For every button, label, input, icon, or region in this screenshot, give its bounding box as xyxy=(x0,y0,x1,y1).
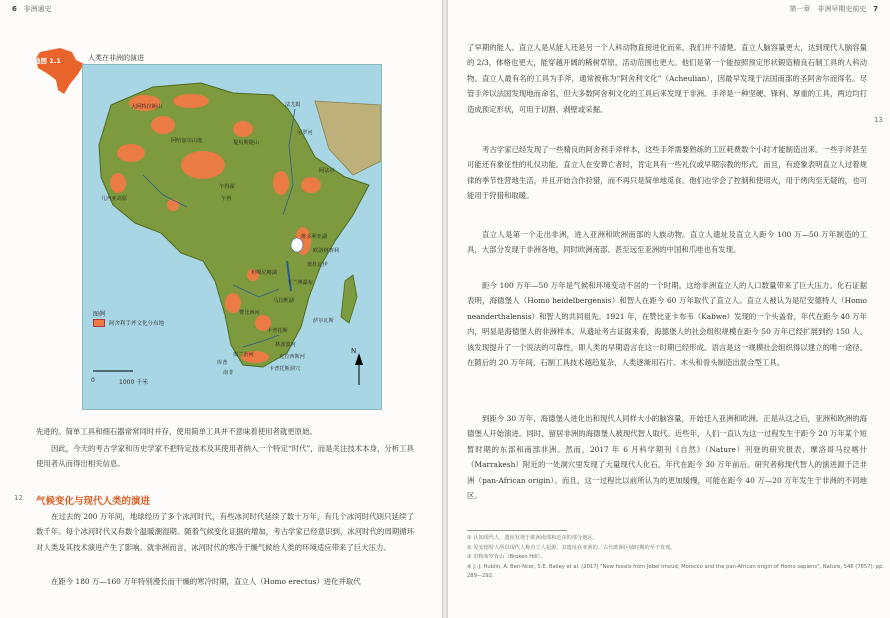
map-label: 萨尔瓦斯 xyxy=(313,318,334,324)
legend-title: 图例 xyxy=(93,311,106,318)
paragraph: 先进的。简单工具和细石器常常同时并存，使用简单工具并不意味着使用者就更原始。 xyxy=(36,427,317,436)
map-label: 提贝斯提山 xyxy=(233,140,259,146)
map-label: 赞比西河 xyxy=(239,310,260,316)
lake-victoria xyxy=(291,238,303,252)
legend-label: 阿舍利手斧文化分布地 xyxy=(109,321,165,327)
footnote-rule xyxy=(467,530,567,531)
map-label: 林波波河 xyxy=(275,342,296,348)
paragraph: 因此，今天的考古学家和历史学家不把特定技术及其使用者纳入一个特定“时代”，而是关注技术本身，分析工具使用者从而得出相关信息。 xyxy=(36,444,414,469)
map-label: 维多利亚湖 xyxy=(301,234,327,240)
figure-badge-text: 地图 1.1 xyxy=(34,57,61,65)
paragraph: 在距今 180 万—160 万年特别漫长而干燥的寒冷时期，直立人（Homo erectus）进化并取代 xyxy=(51,577,361,586)
madagascar xyxy=(341,275,357,323)
right-running-head xyxy=(789,4,878,14)
map-label: 坦噶尼喀湖 xyxy=(251,270,277,276)
africa-badge-icon xyxy=(30,44,88,96)
map-label: 大阿特拉斯山 xyxy=(131,104,163,110)
map-label: 法尤姆 xyxy=(285,102,301,108)
map-label: 欧洛格赛利 xyxy=(313,248,339,254)
map-label: 乍得湖 xyxy=(219,184,235,190)
footnotes xyxy=(467,534,887,582)
map-label: 卡普托斯 xyxy=(267,328,288,334)
map-label: 尼罗河 xyxy=(297,130,313,136)
right-running-title: 第一章 非洲早期史前史 xyxy=(789,5,867,13)
left-page xyxy=(0,0,442,618)
map-label: 乍得 xyxy=(221,196,232,202)
map-label: 马拉维湖 xyxy=(273,298,294,304)
paragraph: 了早期的能人。直立人是从能人还是另一个人科动物直接进化而来，我们并不清楚。直立人脑容量更大，达到现代人脑容量的 2/3，体格也更大，能穿越开阔的稀树草原，活动范围也更大。他们是第一个能按照预定形状锻造精良石制工具的人科动物。直立人最有名的工具为手斧，通常被称为“阿舍利文化”（Acheulian），因最早发现于法国南部的圣阿舍尔而得名。尽管手斧以法国发现地而命名，但大多数阿舍利文化的工具后来发现于非洲。手斧是一种坚硬、锋利、厚重的工具，两边均打造成预定形状，可用于切割、剥壁或采掘。 xyxy=(467,43,867,114)
scale-zero: 0 xyxy=(91,377,95,384)
africa-map-drawing xyxy=(83,65,381,409)
legend-swatch xyxy=(93,319,105,327)
footnote: ② 见安德特人所以现代人称直立人起源，其遗址在亚洲的、古代欧洲区域时期的至于发现。 xyxy=(467,544,676,551)
left-running-head xyxy=(12,4,52,14)
map-label: 奥杜瓦伊 xyxy=(307,262,328,268)
left-side-page-number: 12 xyxy=(14,494,23,502)
right-page xyxy=(448,0,890,618)
scale-label: 1000 千米 xyxy=(119,379,149,386)
footnote: ③ 旧称布罗肯山（Broken Hill）。 xyxy=(467,554,546,560)
map-label: 阿法尔 xyxy=(319,168,335,174)
paragraph: 考古学家已经发现了一些精良的阿舍利手斧样本，这些手斧需要熟练的工匠耗费数个小时才能制造出来。一些手斧甚至可能还有象征性的礼仪功能。直立人在安葬亡者时，肯定具有一些礼仪或早期宗教的形式。而且，有迹象表明直立人过着规律的季节性营地生活，并且开始合作狩猎，而不再只是简单地觅食。他们也学会了控制和使用火，用于烤肉至无疑的，也可能用于狩猎和取暖。 xyxy=(467,145,867,201)
north-label: N xyxy=(351,347,357,355)
paragraph: 距今 100 万年—50 万年是气候和环境变动不居的一个时期。这给非洲直立人的人口数量带来了巨大压力。化石证据表明，海德堡人（Homo heidelbergensis）和智人在距今 60 万年取代了直立人。直立人被认为是尼安德特人（Homo neanderthalensis）和智人的共同祖先。1921 年，在赞比亚卡布韦（Kabwe）发现的一个头盖骨，年代在距今 40 万年内，明显是海德堡人的非洲样本。从遗址考古证据来看，海德堡人的社会组织规模在距今 50 万年已经扩展到约 150 人。该发现提升了一个说法的可靠性，即人类的早期语言在这一时期已经形成。语言是这一规模社会组织得以建立的唯一途径。在随后的 20 万年间，石制工具技术越趋复杂，人类逐渐用石片、木头和骨头制造出混合型工具。 xyxy=(467,281,867,368)
section-title: 气候变化与现代人类的演进 xyxy=(36,496,151,507)
footnote: ④ J.-J. Hublin, A. Ben-Ncer, S.E. Bailey et al. (2017) "New fossils from Jebel Irhoud, Morocco and the pan-African origin of Homo sapiens", Nature, 546 (7657): pp. 289—292. xyxy=(467,563,885,579)
map-label: 阿哈加尔山地 xyxy=(171,138,203,144)
map-label: 几内亚高原 xyxy=(101,196,127,202)
map-label: 奥兰治河 xyxy=(233,352,254,358)
map-label: 卡普托斯洞穴 xyxy=(269,366,301,372)
africa-map xyxy=(82,64,382,410)
legend-item xyxy=(93,319,164,327)
map-label: 克拉西斯河 xyxy=(279,354,305,360)
footnote: ① 认知现代人，遗址发现于欧洲南部和近东的部分地区。 xyxy=(467,535,598,541)
map-label: 库普 xyxy=(217,360,228,366)
map-label: 南非 xyxy=(223,370,234,376)
paragraph: 在过去的 200 万年间，地球经历了多个冰河时代，有些冰河时代延续了数十万年，有几个冰河时代则只延续了数千年。每个冰河时代又有数个温暖潮湿期。随着气候变化证据的增加，考古学家已经意识到，冰河时代的周期循环对人类及其技术演进产生了影响。就非洲而言，冰河时代的寒冷干燥气候给人类的环境适应带来了巨大压力。 xyxy=(36,512,414,552)
right-side-page-number: 13 xyxy=(874,116,883,124)
right-page-number: 7 xyxy=(873,5,878,13)
map-label: 卡兰博瀑布 xyxy=(287,280,313,286)
left-running-title: 非洲通史 xyxy=(23,5,52,13)
left-page-number: 6 xyxy=(12,5,17,13)
figure-caption: 人类在非洲的演进 xyxy=(88,54,144,62)
paragraph: 到距今 30 万年，海德堡人进化出和现代人同样大小的脑容量，开始迁入亚洲和欧洲。正是从这之后，亚洲和欧洲的海德堡人开始演进。同时，留居非洲的海德堡人被现代智人取代。近些年，人们一直认为这一过程发生于距今 20 万年某个短暂时期的东部和南部非洲。然而，2017 年 6 月科学期刊《自然》（Nature）刊登的研究报表，摩洛哥马拉喀什（Marrakesh）附近的一处洞穴里发现了大量现代人化石，年代在距今 30 万年前后。研究者称现代智人的演进源于泛非洲（pan-African origin）。而且，这一过程比以前所认为的更加缓慢，可能在距今 40 万—20 万年发生于非洲的不同地区。 xyxy=(467,414,867,501)
paragraph: 直立人是第一个走出非洲，进入亚洲和欧洲南部的人族动物。直立人遗址及直立人距今 100 万—50 万年制造的工具，大部分发现于非洲各地，同时欧洲南部、甚至远至亚洲的中国和爪哇也有发现。 xyxy=(467,230,867,255)
